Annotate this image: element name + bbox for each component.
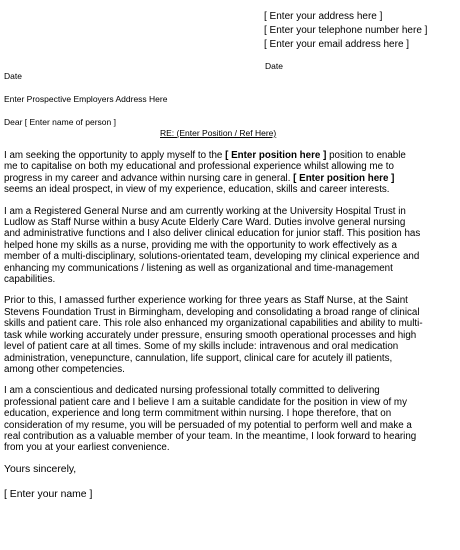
sender-email: [ Enter your email address here ] [264, 39, 410, 50]
position-placeholder: [ Enter position here ] [225, 150, 327, 161]
sender-telephone: [ Enter your telephone number here ] [264, 25, 428, 36]
position-placeholder: [ Enter position here ] [293, 172, 395, 184]
date-right: Date [265, 61, 283, 71]
letter-body [4, 150, 460, 515]
re-line: RE: (Enter Position / Ref Here) [160, 128, 277, 138]
sender-address-block [264, 10, 427, 52]
signoff-block [4, 464, 460, 501]
salutation: Dear [ Enter name of person ] [4, 117, 116, 127]
paragraph-intro: I am seeking the opportunity to apply myself to the [ Enter position here ] position to enable me to capitalise on both my educational and professional experience whilst allowing me to progress in my career and advance within nursing care in general. [ Enter position here ] seems an ideal prospect, in view of my experience, education, skills and career interests. [4, 150, 406, 196]
paragraph-current-role: I am a Registered General Nurse and am currently working at the University Hospital Trust in Ludlow as Staff Nurse within a busy Acute Elderly Care Ward. Duties involve general nursing and administrative functions and I also deliver clinical education for junior staff. This position has helped hone my skills as a nurse, providing me with the opportunity to work effectively as a member of a multi-disciplinary, solutions-orientated team, developing my clinical experience and enhancing my communications / listening as well as organizational and time-management capabilities. [4, 205, 421, 286]
employer-address: Enter Prospective Employers Address Here [4, 94, 168, 104]
date-left: Date [4, 71, 22, 81]
sender-address: [ Enter your address here ] [264, 11, 383, 22]
signature-name: [ Enter your name ] [4, 489, 93, 501]
closing-phrase: Yours sincerely, [4, 463, 77, 475]
paragraph-prior-experience: Prior to this, I amassed further experience working for three years as Staff Nurse, at the Saint Stevens Foundation Trust in Birmingham, developing and consolidating a broad range of clinical skills and patient care. This role also enhanced my organizational capabilities and ability to multi- task while working accurately under pressure, ensuring smooth operational processes and high level of patient care at all times. Some of my skills include: intravenous and oral medication administration, venepuncture, cannulation, life support, clinical care for acutely ill patients, among other competencies. [4, 295, 423, 375]
paragraph-closing: I am a conscientious and dedicated nursing professional totally committed to delivering professional patient care and I believe I am a suitable candidate for the position in view of my education, experience and long term commitment within nursing. I hope therefore, that on consideration of my resume, you will be persuaded of my potential to perform well and make a real contribution as a valuable member of your team. In the meantime, I look forward to hearing from you at your earliest convenience. [4, 385, 417, 454]
